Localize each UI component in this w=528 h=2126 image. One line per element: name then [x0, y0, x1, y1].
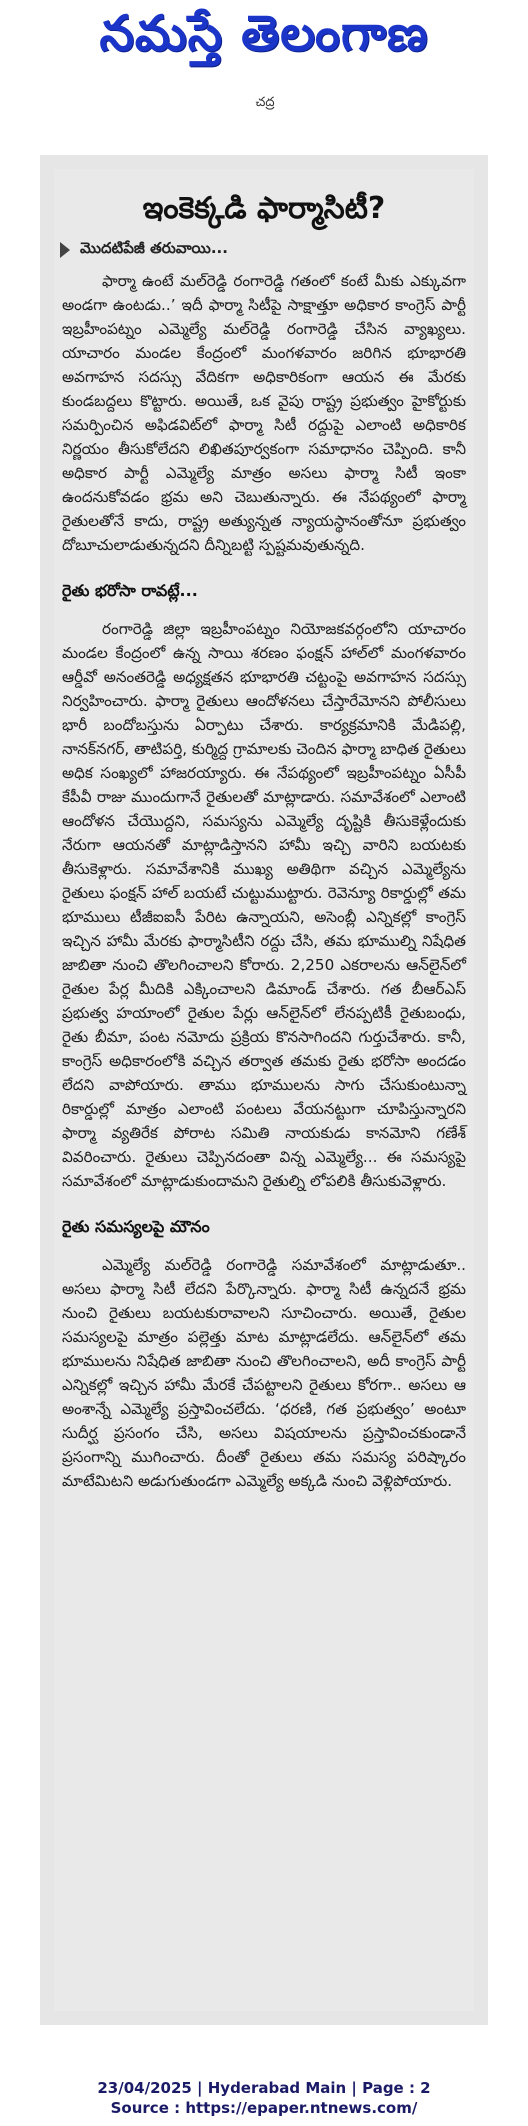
- masthead: [0, 0, 528, 120]
- section-subhead: రైతు భరోసా రావట్లే...: [62, 581, 198, 600]
- article-paragraph: ఎమ్మెల్యే మల్‌రెడ్డి రంగారెడ్డి సమావేశంలో మాట్లాడుతూ.. అసలు ఫార్మా సిటీ లేదని పేర్కొన్నారు. ఫార్మా సిటీ ఉన్నదనే భ్రమ నుంచి రైతులు బయటకురావాలని సూచించారు. అయితే, రైతుల సమస్యలపై మాత్రం పల్లెత్తు మాట మాట్లాడలేదు. ఆన్‌లైన్‌లో తమ భూములను నిషేధిత జాబితా నుంచి తొలగించాలని, అదీ కాంగ్రెస్ పార్టీ ఎన్నికల్లో ఇచ్చిన హామీ మేరకే చేపట్టాలని రైతులు కోరగా.. అసలు ఆ అంశాన్నే ఎమ్మెల్యే ప్రస్తావించలేదు. ‘ధరణి, గత ప్రభుత్వం’ అంటూ సుదీర్ఘ ప్రసంగం చేసి, అసలు విషయాలను ప్రస్తావించకుండానే ప్రసంగాన్ని ముగించారు. దీంతో రైతులు తమ సమస్య పరిష్కారం మాటేమిటని అడుగుతుండగా ఎమ్మెల్యే అక్కడి నుంచి వెళ్లిపోయారు.: [62, 1256, 466, 1490]
- article-paragraph: రంగారెడ్డి జిల్లా ఇబ్రహీంపట్నం నియోజకవర్గంలోని యాచారం మండల కేంద్రంలో ఉన్న సాయి శరణం ఫంక్షన్ హాల్‌లో మంగళవారం ఆర్డీవో అనంతరెడ్డి అధ్యక్షతన భూభారతి చట్టంపై అవగాహన సదస్సు నిర్వహించారు. ఫార్మా రైతులు ఆందోళనలు చేస్తారేమోనని పోలీసులు భారీ బందోబస్తును ఏర్పాటు చేశారు. కార్యక్రమానికి మేడిపల్లి, నానక్‌నగర్, తాటిపర్తి, కుర్మిద్ద గ్రామాలకు చెందిన ఫార్మా బాధిత రైతులు అధిక సంఖ్యలో హాజరయ్యారు. ఈ నేపథ్యంలో ఇబ్రహీంపట్నం ఏసీపీ కేపీవీ రాజు ముందుగానే రైతులతో మాట్లాడారు. సమావేశంలో ఎలాంటి ఆందోళన చేయొద్దని, సమస్యను ఎమ్మెల్యే దృష్టికి తీసుకెళ్లేందుకు నేరుగా ఆయనతో మాట్లాడిస్తానని హామీ ఇచ్చి వారిని బయటకు తీసుకెళ్లారు. సమావేశానికి ముఖ్య అతిథిగా వచ్చిన ఎమ్మెల్యేను రైతులు ఫంక్షన్ హాల్ బయటే చుట్టుముట్టారు. రెవెన్యూ రికార్డుల్లో తమ భూములు టీజీఐఐసీ పేరిట ఉన్నాయని, అసెంబ్లీ ఎన్నికల్లో కాంగ్రెస్ ఇచ్చిన హామీ మేరకు ఫార్మాసిటీని రద్దు చేసి, తమ భూముల్ని నిషేధిత జాబితా నుంచి తొలగించాలని కోరారు. 2,250 ఎకరాలను ఆన్‌లైన్‌లో రైతుల పేర్ల మీదికి ఎక్కించాలని డిమాండ్ చేశారు. గత బీఆర్‌ఎస్ ప్రభుత్వ హయాంలో రైతుల పేర్లు ఆన్‌లైన్‌లో లేనప్పటికీ రైతుబంధు, రైతు బీమా, పంట నమోదు ప్రక్రియ కొనసాగిందని గుర్తుచేశారు. కానీ, కాంగ్రెస్ అధికారంలోకి వచ్చిన తర్వాత తమకు రైతు భరోసా అందడం లేదని వాపోయారు. తాము భూములను సాగు చేసుకుంటున్నా రికార్డుల్లో మాత్రం ఎలాంటి పంటలు వేయనట్టుగా చూపిస్తున్నారని ఫార్మా వ్యతిరేక పోరాట సమితి నాయకుడు కానమోని గణేశ్ వివరించారు. రైతులు చెప్పినదంతా విన్న ఎమ్మెల్యే... ఈ సమస్యపై సమావేశంలో మాట్లాడుకుందామని రైతుల్ని లోపలికి తీసుకువెళ్లారు.: [62, 620, 466, 1190]
- article-body: [54, 169, 474, 2011]
- continued-line: [60, 239, 474, 261]
- page-footer: [0, 2078, 528, 2118]
- article-paragraph: ఫార్మా ఉంటే మల్‌రెడ్డి రంగారెడ్డి గతంలో కంటే మీకు ఎక్కువగా అండగా ఉంటడు..’ ఇదీ ఫార్మా సిటీపై సాక్షాత్తూ అధికార కాంగ్రెస్ పార్టీ ఇబ్రహీంపట్నం ఎమ్మెల్యే మల్‌రెడ్డి రంగారెడ్డి చేసిన వ్యాఖ్యలు. యాచారం మండల కేంద్రంలో మంగళవారం జరిగిన భూభారతి అవగాహన సదస్సు వేదికగా అధికారికంగా ఆయన ఈ మేరకు కుండబద్దలు కొట్టారు. అయితే, ఒక వైపు రాష్ట్ర ప్రభుత్వం హైకోర్టుకు సమర్పించిన అఫిడవిట్‌లో ఫార్మా సిటీ రద్దుపై ఎలాంటి అధికారిక నిర్ణయం తీసుకోలేదని లిఖితపూర్వకంగా సమాధానం చెప్పింది. కానీ అధికార పార్టీ ఎమ్మెల్యే మాత్రం అసలు ఫార్మా సిటీ ఇంకా ఉందనుకోవడం భ్రమ అని చెబుతున్నారు. ఈ నేపథ్యంలో ఫార్మా రైతులతోనే కాదు, రాష్ట్ర అత్యున్నత న్యాయస్థానంతోనూ ప్రభుత్వం దోబూచులాడుతున్నదని దీన్నిబట్టి స్పష్టమవుతున్నది.: [62, 272, 466, 554]
- article-clipping: [40, 155, 488, 2025]
- section-subhead: రైతు సమస్యలపై మౌనం: [62, 1217, 210, 1236]
- arrow-right-icon: [60, 242, 70, 258]
- edition-info: 23/04/2025 | Hyderabad Main | Page : 2: [97, 2079, 431, 2097]
- newspaper-logo: నమస్తే తెలంగాణ: [99, 5, 429, 62]
- continued-label: మొదటిపేజీ తరువాయి...: [80, 239, 228, 257]
- masthead-strip: చద్ర: [255, 95, 275, 110]
- article-headline: ఇంకెక్కడి ఫార్మాసిటీ?: [142, 191, 386, 226]
- source-link[interactable]: Source : https://epaper.ntnews.com/: [110, 2099, 418, 2117]
